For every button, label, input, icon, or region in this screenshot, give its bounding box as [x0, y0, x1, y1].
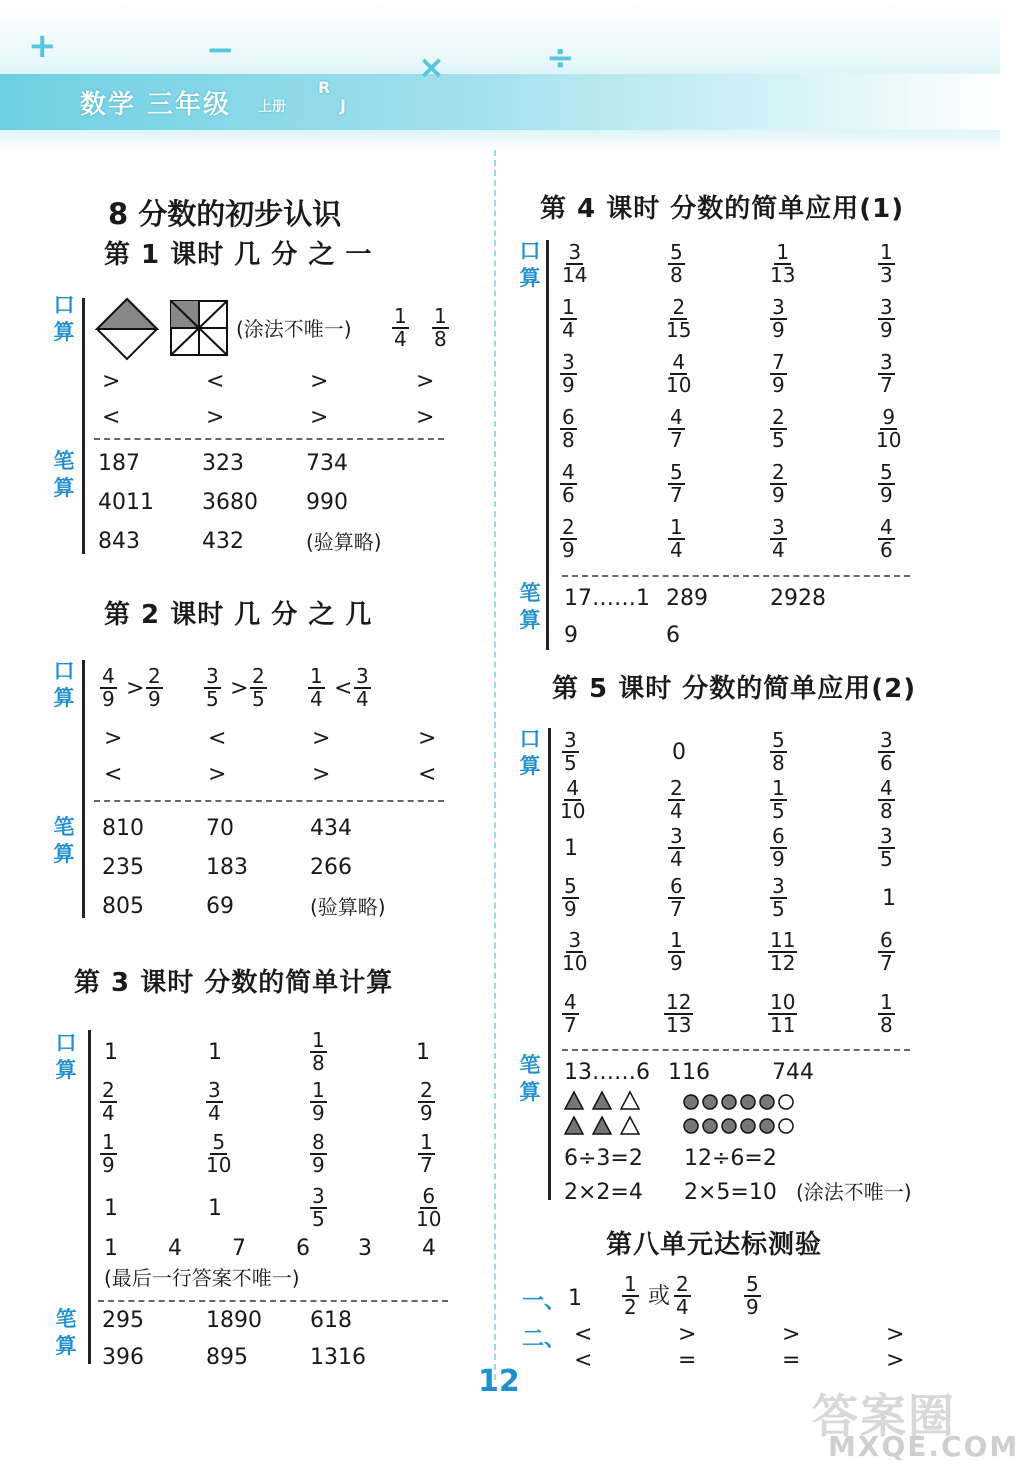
- frac: $\frac{3}{4}$: [772, 515, 785, 562]
- plus-icon: +: [28, 26, 57, 66]
- oral-label: 口算: [53, 659, 75, 710]
- frac: $\frac{11}{12}$: [770, 928, 796, 975]
- lesson2-bar: [82, 660, 85, 918]
- frac: $\frac{3}{4}$: [356, 664, 369, 711]
- frac: $\frac{2}{15}$: [666, 295, 692, 342]
- cmp: <: [418, 762, 437, 787]
- cmp: =: [678, 1348, 697, 1373]
- answer: 13……6: [564, 1060, 650, 1085]
- frac: $\frac{2}{5}$: [772, 405, 785, 452]
- cmp: >: [230, 676, 249, 701]
- lesson1-frac-1: $\frac{1}{4}$: [394, 304, 407, 351]
- frac: $\frac{2}{4}$: [102, 1078, 115, 1125]
- oral-label: 口算: [519, 727, 541, 778]
- cmp: >: [678, 1322, 697, 1347]
- oral-label: 口算: [53, 293, 75, 344]
- frac: $\frac{8}{9}$: [312, 1130, 325, 1177]
- answer: 3: [358, 1236, 372, 1261]
- divider: [562, 575, 910, 577]
- circle-groups: [682, 1092, 808, 1138]
- lesson3-title: 第 3 课时 分数的简单计算: [74, 968, 394, 998]
- frac: $\frac{2}{9}$: [772, 460, 785, 507]
- answer: 323: [202, 451, 244, 476]
- frac: $\frac{3}{10}$: [562, 928, 588, 975]
- book-volume: 上册: [258, 99, 286, 115]
- frac: $\frac{2}{9}$: [148, 664, 161, 711]
- answer: 1890: [206, 1308, 262, 1333]
- frac: $\frac{1}{4}$: [670, 515, 683, 562]
- equation: 12÷6=2: [684, 1146, 777, 1171]
- lesson3-bar: [88, 1030, 91, 1364]
- written-label: 笔算: [53, 815, 75, 866]
- cmp: >: [416, 369, 435, 394]
- lesson5-bar: [548, 728, 551, 1200]
- answer: 1: [208, 1196, 222, 1221]
- frac: $\frac{4}{7}$: [670, 405, 683, 452]
- frac: $\frac{9}{10}$: [876, 405, 902, 452]
- cmp: >: [312, 762, 331, 787]
- watermark-logo: 答案圈: [812, 1389, 956, 1443]
- frac: $\frac{2}{9}$: [420, 1078, 433, 1125]
- answer: 7: [232, 1236, 246, 1261]
- lesson4-title: 第 4 课时 分数的简单应用(1): [540, 194, 905, 224]
- frac: $\frac{5}{9}$: [880, 460, 893, 507]
- answer: 295: [102, 1308, 144, 1333]
- frac: $\frac{1}{9}$: [670, 928, 683, 975]
- frac: $\frac{5}{7}$: [670, 460, 683, 507]
- q1-label: 一、: [522, 1289, 567, 1314]
- lesson2-title: 第 2 课时 几 分 之 几: [104, 600, 373, 630]
- answer: 4011: [98, 490, 154, 515]
- cmp: >: [310, 405, 329, 430]
- cmp: >: [418, 726, 437, 751]
- answer: 70: [206, 816, 234, 841]
- frac: $\frac{3}{5}$: [564, 728, 577, 775]
- frac: $\frac{1}{9}$: [312, 1078, 325, 1125]
- written-label: 笔算: [519, 1053, 541, 1104]
- answer: 6: [666, 623, 680, 648]
- answer: 4: [168, 1236, 182, 1261]
- frac: $\frac{1}{4}$: [310, 664, 323, 711]
- cmp: >: [208, 762, 227, 787]
- answer: 4: [422, 1236, 436, 1261]
- cmp: <: [574, 1348, 593, 1373]
- frac: $\frac{4}{8}$: [880, 776, 893, 823]
- frac: $\frac{5}{9}$: [564, 874, 577, 921]
- divide-icon: ÷: [546, 38, 575, 78]
- cmp: >: [312, 726, 331, 751]
- frac: $\frac{2}{5}$: [252, 664, 265, 711]
- equation: 2×5=10: [684, 1180, 777, 1205]
- watermark-url: MXQE.COM: [828, 1430, 1019, 1463]
- cmp: >: [416, 405, 435, 430]
- cmp: >: [886, 1322, 905, 1347]
- frac: $\frac{4}{10}$: [666, 350, 692, 397]
- answer: 116: [668, 1060, 710, 1085]
- frac: $\frac{4}{6}$: [562, 460, 575, 507]
- divider: [94, 800, 444, 802]
- frac: $\frac{5}{8}$: [670, 240, 683, 287]
- cmp: >: [782, 1322, 801, 1347]
- answer: 1: [416, 1040, 430, 1065]
- oral-label: 口算: [519, 239, 541, 290]
- frac: $\frac{12}{13}$: [666, 990, 692, 1037]
- frac: $\frac{1}{9}$: [102, 1130, 115, 1177]
- frac: $\frac{3}{9}$: [880, 295, 893, 342]
- cmp: >: [310, 369, 329, 394]
- cmp: <: [104, 762, 123, 787]
- frac: $\frac{1}{7}$: [420, 1130, 433, 1177]
- cmp: >: [104, 726, 123, 751]
- answer: 734: [306, 451, 348, 476]
- frac: $\frac{1}{8}$: [312, 1028, 325, 1075]
- answer: 或: [648, 1284, 671, 1309]
- lesson3-note: (最后一行答案不唯一): [104, 1266, 300, 1290]
- cmp: =: [782, 1348, 801, 1373]
- answer: 396: [102, 1345, 144, 1370]
- triangle-groups: [564, 1090, 646, 1140]
- cmp: <: [208, 726, 227, 751]
- cmp: <: [334, 676, 353, 701]
- frac: $\frac{1}{4}$: [562, 295, 575, 342]
- answer: 1: [104, 1040, 118, 1065]
- answer: 843: [98, 529, 140, 554]
- edition-r: R: [318, 78, 331, 97]
- frac: $\frac{1}{13}$: [770, 240, 796, 287]
- equation: 6÷3=2: [564, 1146, 643, 1171]
- answer: 895: [206, 1345, 248, 1370]
- times-icon: ×: [418, 48, 445, 86]
- frac: $\frac{3}{5}$: [772, 874, 785, 921]
- frac: $\frac{2}{9}$: [562, 515, 575, 562]
- answer: 3680: [202, 490, 258, 515]
- frac: $\frac{4}{10}$: [560, 776, 586, 823]
- frac: $\frac{2}{4}$: [676, 1272, 689, 1319]
- answer: 432: [202, 529, 244, 554]
- frac: $\frac{6}{7}$: [880, 928, 893, 975]
- frac: $\frac{1}{3}$: [880, 240, 893, 287]
- minus-icon: −: [206, 30, 235, 70]
- frac: $\frac{4}{7}$: [564, 990, 577, 1037]
- lesson4-bar: [546, 240, 549, 650]
- frac: $\frac{7}{9}$: [772, 350, 785, 397]
- answer: 810: [102, 816, 144, 841]
- frac: $\frac{4}{9}$: [102, 664, 115, 711]
- lesson1-note: (涂法不唯一): [236, 317, 352, 341]
- frac: $\frac{5}{10}$: [206, 1130, 232, 1177]
- lesson5-note: (涂法不唯一): [796, 1180, 912, 1204]
- answer: 1: [208, 1040, 222, 1065]
- q2-label: 二、: [522, 1327, 567, 1352]
- answer: 1: [104, 1196, 118, 1221]
- answer: 1: [882, 886, 896, 911]
- answer: 6: [296, 1236, 310, 1261]
- frac: $\frac{6}{8}$: [562, 405, 575, 452]
- frac: $\frac{10}{11}$: [770, 990, 796, 1037]
- frac: $\frac{5}{8}$: [772, 728, 785, 775]
- answer: 1: [564, 836, 578, 861]
- frac: $\frac{3}{5}$: [312, 1184, 325, 1231]
- unit-title: 8 分数的初步认识: [108, 197, 342, 231]
- answer: 235: [102, 855, 144, 880]
- cmp: <: [206, 369, 225, 394]
- answer: 434: [310, 816, 352, 841]
- answer: 744: [772, 1060, 814, 1085]
- frac: $\frac{3}{4}$: [670, 824, 683, 871]
- answer: 1: [104, 1236, 118, 1261]
- frac: $\frac{6}{9}$: [772, 824, 785, 871]
- cmp: >: [126, 676, 145, 701]
- frac: $\frac{3}{9}$: [562, 350, 575, 397]
- answer: 17……1: [564, 586, 650, 611]
- column-divider: [494, 150, 496, 1380]
- edition-j: J: [340, 96, 346, 115]
- frac: $\frac{1}{8}$: [880, 990, 893, 1037]
- answer: (验算略): [306, 530, 382, 554]
- frac: $\frac{3}{7}$: [880, 350, 893, 397]
- frac: $\frac{4}{6}$: [880, 515, 893, 562]
- lesson1-frac-2: $\frac{1}{8}$: [434, 304, 447, 351]
- lesson5-title: 第 5 课时 分数的简单应用(2): [552, 674, 917, 704]
- answer: 69: [206, 894, 234, 919]
- divider: [562, 1049, 910, 1051]
- frac: $\frac{3}{14}$: [562, 240, 588, 287]
- answer: 0: [672, 740, 686, 765]
- frac: $\frac{3}{5}$: [206, 664, 219, 711]
- cmp: <: [574, 1322, 593, 1347]
- page-number: 12: [478, 1364, 520, 1399]
- cmp: >: [206, 405, 225, 430]
- answer: 289: [666, 586, 708, 611]
- written-label: 笔算: [53, 449, 75, 500]
- answer: 805: [102, 894, 144, 919]
- answer: (验算略): [310, 895, 386, 919]
- written-label: 笔算: [55, 1307, 77, 1358]
- frac: $\frac{6}{7}$: [670, 874, 683, 921]
- oral-label: 口算: [55, 1031, 77, 1082]
- frac: $\frac{3}{5}$: [880, 824, 893, 871]
- answer: 1: [568, 1286, 582, 1311]
- frac: $\frac{2}{4}$: [670, 776, 683, 823]
- answer: 990: [306, 490, 348, 515]
- written-label: 笔算: [519, 581, 541, 632]
- answer: 266: [310, 855, 352, 880]
- frac: $\frac{3}{9}$: [772, 295, 785, 342]
- divider: [98, 1300, 448, 1302]
- frac: $\frac{3}{4}$: [208, 1078, 221, 1125]
- frac: $\frac{1}{5}$: [772, 776, 785, 823]
- answer: 618: [310, 1308, 352, 1333]
- lesson1-title: 第 1 课时 几 分 之 一: [104, 240, 373, 270]
- lesson1-bar: [82, 298, 85, 554]
- answer: 187: [98, 451, 140, 476]
- diamond-shape: [96, 298, 158, 360]
- frac: $\frac{3}{6}$: [880, 728, 893, 775]
- frac: $\frac{1}{2}$: [624, 1272, 637, 1319]
- cmp: >: [102, 369, 121, 394]
- answer: 1316: [310, 1345, 366, 1370]
- frac: $\frac{5}{9}$: [746, 1272, 759, 1319]
- test-title: 第八单元达标测验: [606, 1230, 823, 1260]
- answer: 9: [564, 623, 578, 648]
- answer: 183: [206, 855, 248, 880]
- cmp: <: [102, 405, 121, 430]
- equation: 2×2=4: [564, 1180, 643, 1205]
- cmp: >: [886, 1348, 905, 1373]
- frac: $\frac{6}{10}$: [416, 1184, 442, 1231]
- divider: [94, 438, 444, 440]
- answer: 2928: [770, 586, 826, 611]
- book-title: 数学 三年级: [80, 90, 232, 120]
- square-shape: [170, 300, 228, 356]
